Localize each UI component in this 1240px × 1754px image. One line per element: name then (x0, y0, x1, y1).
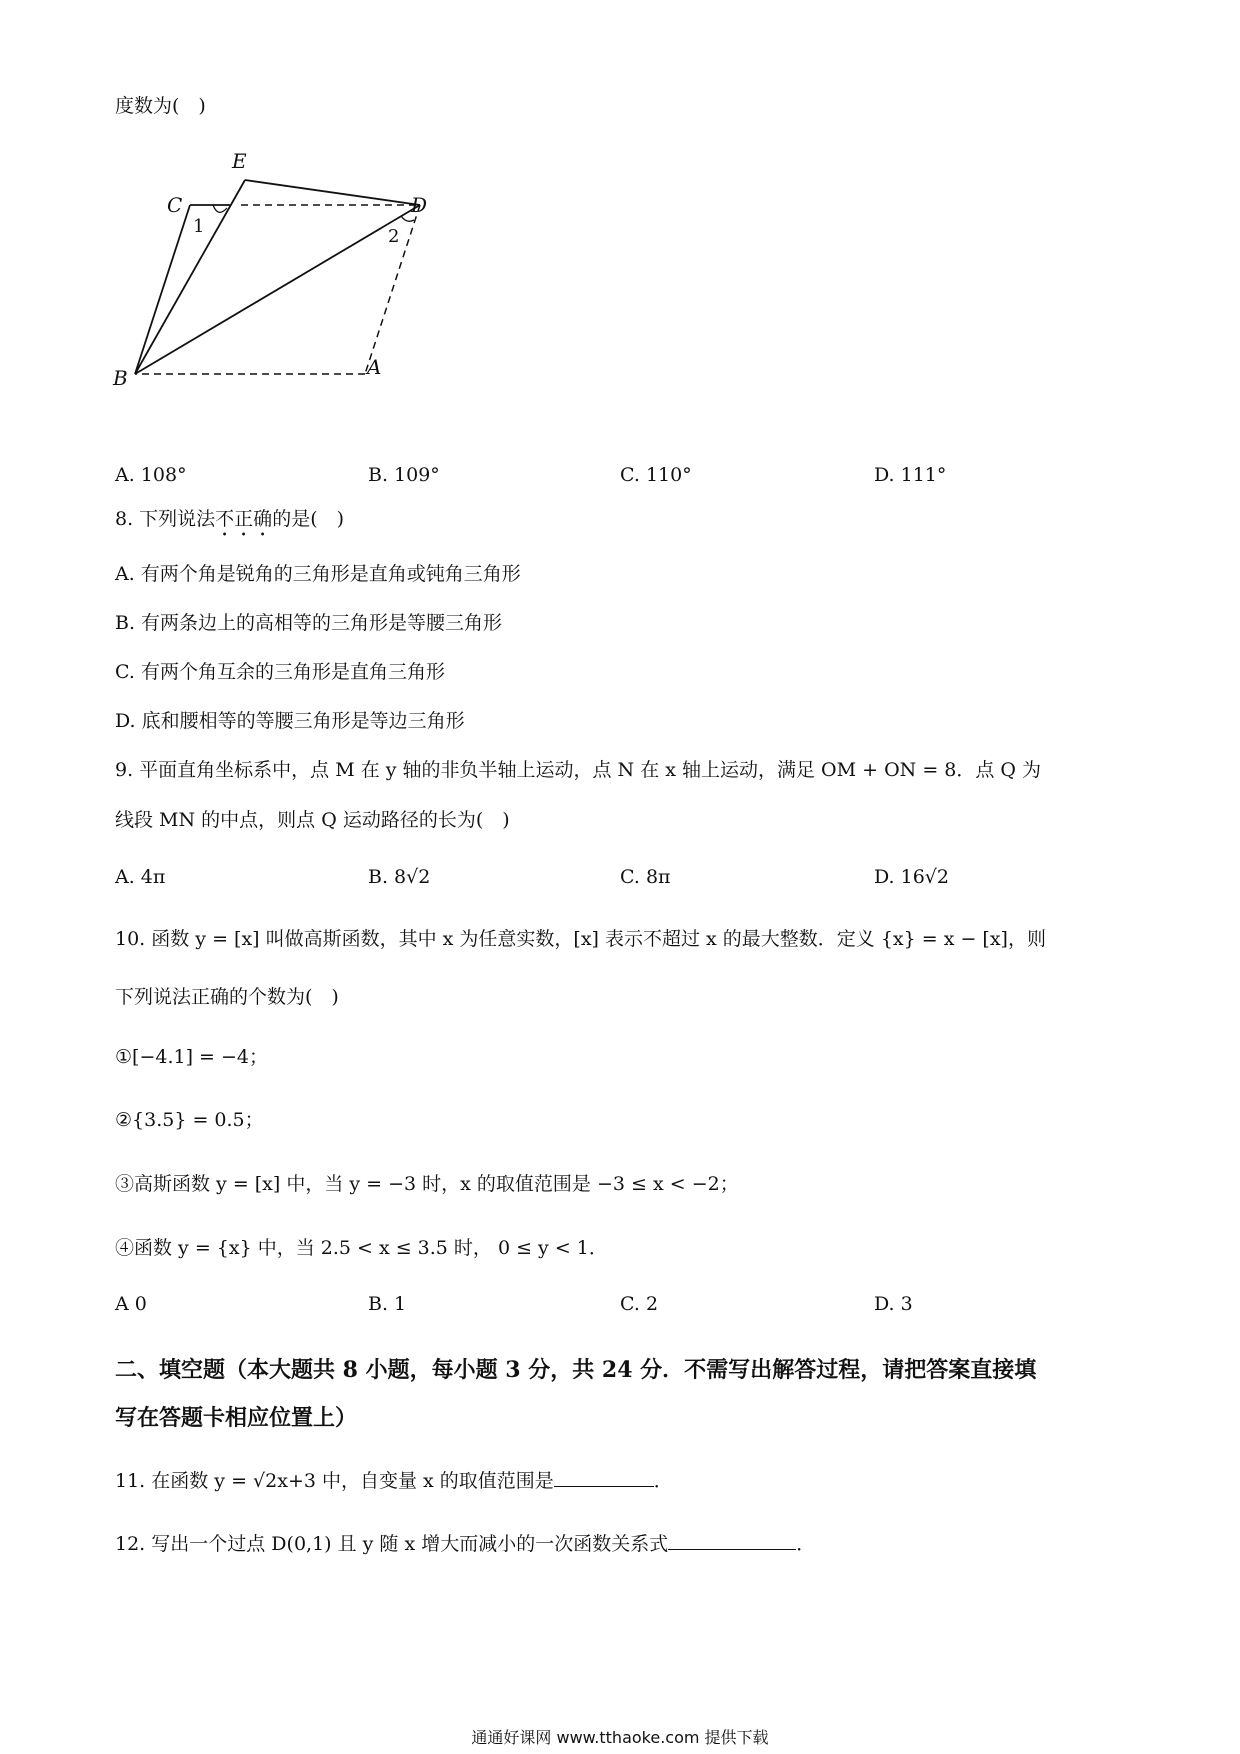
section-2-heading-line-2: 写在答题卡相应位置上） (115, 1405, 358, 1431)
q7-option-b: B. 109° (368, 464, 440, 486)
label-angle-1: 1 (193, 216, 205, 237)
label-E: E (232, 149, 247, 173)
q11-text: 11. 在函数 y = √2x+3 中，自变量 x 的取值范围是 (115, 1470, 554, 1492)
q9-line-2: 线段 MN 的中点，则点 Q 运动路径的长为( ) (115, 809, 510, 831)
segment-BD (135, 205, 420, 374)
q10-item-2: ②{3.5} = 0.5； (115, 1109, 264, 1131)
q8-option-c: C. 有两个角互余的三角形是直角三角形 (115, 661, 445, 683)
q10-option-c: C. 2 (620, 1293, 659, 1315)
q9-line-1: 9. 平面直角坐标系中，点 M 在 y 轴的非负半轴上运动，点 N 在 x 轴上运动，满足 OM + ON = 8．点 Q 为 (115, 759, 1042, 781)
q12-answer-blank (668, 1527, 796, 1550)
q9-option-c: C. 8π (620, 866, 671, 888)
q10-line-2: 下列说法正确的个数为( ) (115, 986, 339, 1008)
q10-item-3: ③高斯函数 y = [x] 中，当 y = −3 时，x 的取值范围是 −3 ≤ x < −2； (115, 1173, 739, 1195)
q7-option-a: A. 108° (115, 464, 187, 486)
q10-line-1: 10. 函数 y = [x] 叫做高斯函数，其中 x 为任意实数，[x] 表示不超过 x 的最大整数．定义 {x} = x − [x]，则 (115, 928, 1046, 950)
page-footer: 通通好课网 www.tthaoke.com 提供下载 (471, 1728, 769, 1747)
q9-option-b: B. 8√2 (368, 866, 431, 888)
q12-end: ． (796, 1533, 816, 1555)
segment-BE (135, 180, 245, 374)
q10-item-4: ④函数 y = {x} 中，当 2.5 < x ≤ 3.5 时， 0 ≤ y < 1． (115, 1237, 608, 1259)
q8-suffix: 的是( ) (272, 508, 345, 530)
q9-option-a: A. 4π (115, 866, 166, 888)
q8-option-b: B. 有两条边上的高相等的三角形是等腰三角形 (115, 612, 503, 634)
q10-option-d: D. 3 (874, 1293, 913, 1315)
q11-end: ． (653, 1470, 673, 1492)
q7-option-d: D. 111° (874, 464, 947, 486)
segment-ED (245, 180, 420, 205)
q9-option-d: D. 16√2 (874, 866, 950, 888)
label-angle-2: 2 (388, 226, 400, 247)
q10-option-b: B. 1 (368, 1293, 407, 1315)
q12-text: 12. 写出一个过点 D(0,1) 且 y 随 x 增大而减小的一次函数关系式 (115, 1533, 669, 1555)
label-B: B (113, 366, 128, 390)
label-C: C (167, 193, 183, 217)
q7-option-c: C. 110° (620, 464, 692, 486)
q8-option-a: A. 有两个角是锐角的三角形是直角或钝角三角形 (115, 563, 521, 585)
q8-option-d: D. 底和腰相等的等腰三角形是等边三角形 (115, 710, 465, 732)
section-2-heading-line-1: 二、填空题（本大题共 8 小题，每小题 3 分，共 24 分．不需写出解答过程，请把答案直接填 (115, 1357, 1037, 1383)
q11-answer-blank (554, 1464, 654, 1487)
q7-stem-tail: 度数为( ) (115, 95, 206, 117)
angle-1-arc (213, 205, 227, 212)
geometry-figure (105, 140, 425, 390)
q8-stem (115, 505, 344, 541)
q8-emphasis: 不正确 (215, 508, 273, 530)
label-D: D (410, 193, 427, 217)
label-A: A (367, 355, 382, 379)
q8-prefix: 8. 下列说法 (115, 508, 216, 530)
q10-item-1: ①[−4.1] = −4； (115, 1046, 269, 1068)
q12 (115, 1527, 815, 1558)
q11 (115, 1464, 673, 1495)
q10-option-a: A 0 (115, 1293, 147, 1315)
segment-BC (135, 205, 190, 374)
